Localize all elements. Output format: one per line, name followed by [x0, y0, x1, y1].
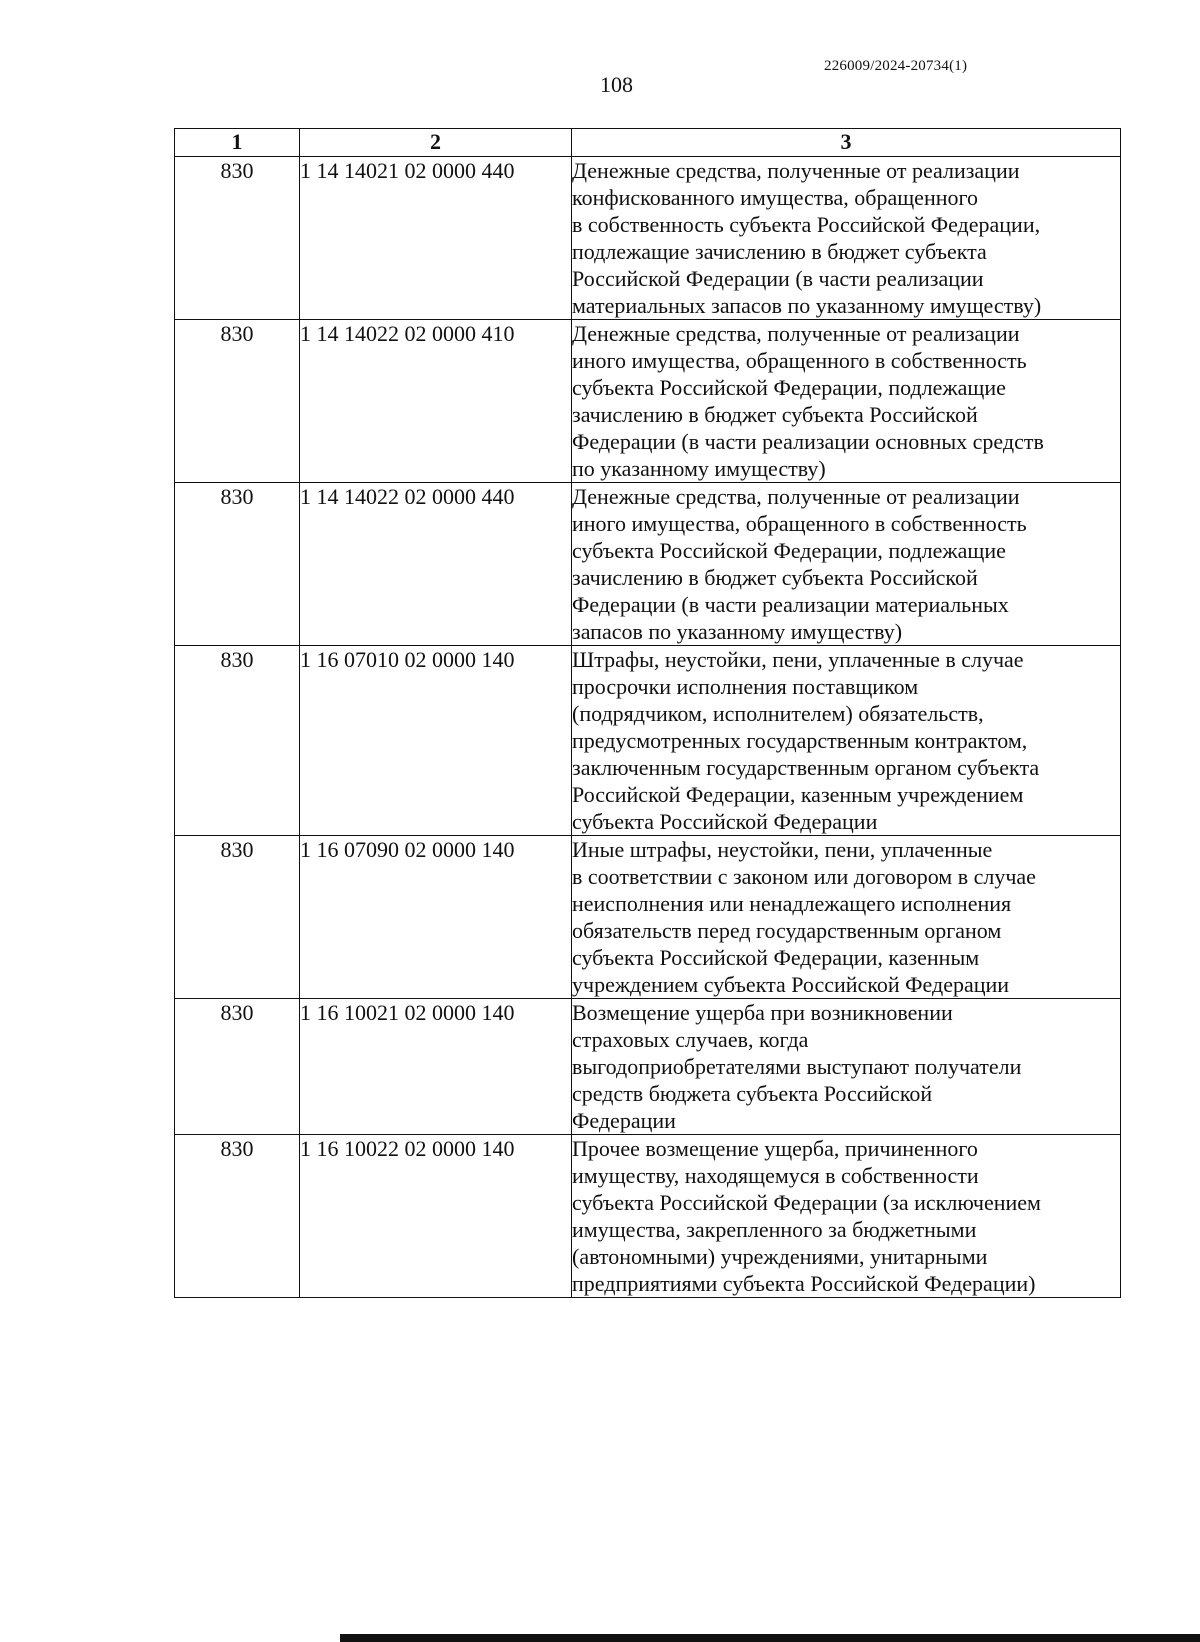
description-line: Федерации — [572, 1108, 676, 1133]
description-line: (автономными) учреждениями, унитарными — [572, 1244, 988, 1269]
description-line: средств бюджета субъекта Российской — [572, 1081, 933, 1106]
budget-classification-table — [174, 128, 1121, 1298]
page-number: 108 — [600, 72, 633, 97]
description-line: в собственность субъекта Российской Федерации, — [572, 212, 1041, 237]
table-row — [175, 483, 1121, 646]
income-code-cell: 1 16 10021 02 0000 140 — [300, 999, 572, 1135]
description-line: имущества, закрепленного за бюджетными — [572, 1217, 977, 1242]
admin-code-cell: 830 — [175, 1135, 300, 1298]
table-body — [175, 157, 1121, 1298]
description-line: запасов по указанному имуществу) — [572, 619, 903, 644]
income-description-cell — [572, 646, 1121, 836]
description-line: обязательств перед государственным органом — [572, 918, 1002, 943]
description-line: Штрафы, неустойки, пени, уплаченные в случае — [572, 647, 1024, 672]
description-line: Иные штрафы, неустойки, пени, уплаченные — [572, 837, 993, 862]
description-line: в соответствии с законом или договором в случае — [572, 864, 1036, 889]
income-description-cell — [572, 836, 1121, 999]
description-line: Прочее возмещение ущерба, причиненного — [572, 1136, 978, 1161]
column-header-2: 2 — [300, 129, 572, 157]
table-row — [175, 1135, 1121, 1298]
table-row — [175, 157, 1121, 320]
income-code-cell: 1 14 14022 02 0000 410 — [300, 320, 572, 483]
description-line: Денежные средства, полученные от реализации — [572, 158, 1020, 183]
income-description-cell — [572, 483, 1121, 646]
description-line: (подрядчиком, исполнителем) обязательств, — [572, 701, 984, 726]
scan-edge-bar — [340, 1634, 1200, 1642]
description-line: зачислению в бюджет субъекта Российской — [572, 402, 978, 427]
description-line: Российской Федерации (в части реализации — [572, 266, 984, 291]
description-line: подлежащие зачислению в бюджет субъекта — [572, 239, 987, 264]
table-row — [175, 999, 1121, 1135]
description-line: субъекта Российской Федерации, подлежащие — [572, 375, 1006, 400]
admin-code-cell: 830 — [175, 483, 300, 646]
description-line: учреждением субъекта Российской Федерации — [572, 972, 1010, 997]
income-code-cell: 1 14 14022 02 0000 440 — [300, 483, 572, 646]
column-header-1: 1 — [175, 129, 300, 157]
description-line: предусмотренных государственным контрактом, — [572, 728, 1028, 753]
description-line: неисполнения или ненадлежащего исполнения — [572, 891, 1012, 916]
admin-code-cell: 830 — [175, 157, 300, 320]
column-header-3: 3 — [572, 129, 1121, 157]
description-line: Денежные средства, полученные от реализации — [572, 484, 1020, 509]
description-line: Российской Федерации, казенным учреждением — [572, 782, 1024, 807]
table-row — [175, 836, 1121, 999]
document-number: 226009/2024-20734(1) — [824, 58, 968, 74]
admin-code-cell: 830 — [175, 836, 300, 999]
description-line: конфискованного имущества, обращенного — [572, 185, 978, 210]
description-line: иного имущества, обращенного в собственность — [572, 348, 1027, 373]
income-description-cell — [572, 1135, 1121, 1298]
description-line: страховых случаев, когда — [572, 1027, 809, 1052]
description-line: зачислению в бюджет субъекта Российской — [572, 565, 978, 590]
income-code-cell: 1 16 07010 02 0000 140 — [300, 646, 572, 836]
income-code-cell: 1 14 14021 02 0000 440 — [300, 157, 572, 320]
description-line: Федерации (в части реализации основных средств — [572, 429, 1044, 454]
admin-code-cell: 830 — [175, 999, 300, 1135]
description-line: материальных запасов по указанному имуществу) — [572, 293, 1042, 318]
description-line: Возмещение ущерба при возникновении — [572, 1000, 953, 1025]
income-code-cell: 1 16 07090 02 0000 140 — [300, 836, 572, 999]
description-line: субъекта Российской Федерации (за исключением — [572, 1190, 1041, 1215]
table-header — [175, 129, 1121, 157]
admin-code-cell: 830 — [175, 646, 300, 836]
description-line: субъекта Российской Федерации — [572, 809, 878, 834]
description-line: субъекта Российской Федерации, подлежащие — [572, 538, 1006, 563]
description-line: иного имущества, обращенного в собственность — [572, 511, 1027, 536]
income-description-cell — [572, 157, 1121, 320]
description-line: заключенным государственным органом субъекта — [572, 755, 1040, 780]
description-line: по указанному имуществу) — [572, 456, 826, 481]
header-row — [175, 129, 1121, 157]
description-line: Денежные средства, полученные от реализации — [572, 321, 1020, 346]
income-code-cell: 1 16 10022 02 0000 140 — [300, 1135, 572, 1298]
description-line: Федерации (в части реализации материальных — [572, 592, 1009, 617]
table-row — [175, 646, 1121, 836]
description-line: просрочки исполнения поставщиком — [572, 674, 919, 699]
income-description-cell — [572, 320, 1121, 483]
table-row — [175, 320, 1121, 483]
income-description-cell — [572, 999, 1121, 1135]
admin-code-cell: 830 — [175, 320, 300, 483]
description-line: предприятиями субъекта Российской Федерации) — [572, 1271, 1036, 1296]
description-line: имуществу, находящемуся в собственности — [572, 1163, 979, 1188]
description-line: субъекта Российской Федерации, казенным — [572, 945, 980, 970]
description-line: выгодоприобретателями выступают получатели — [572, 1054, 1022, 1079]
